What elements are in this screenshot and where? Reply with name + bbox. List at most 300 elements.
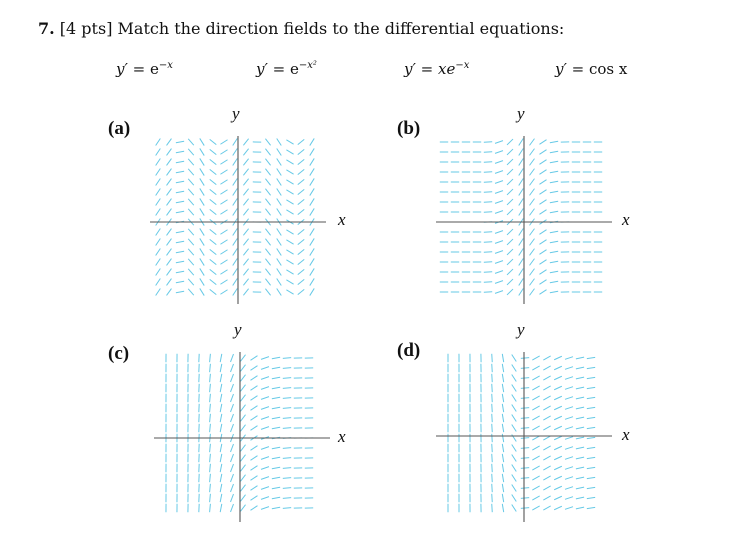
slope-segment (539, 200, 546, 205)
slope-segment (565, 467, 573, 470)
slope-segment (298, 139, 305, 144)
slope-segment (587, 457, 595, 458)
slope-segment (576, 367, 584, 369)
slope-segment (587, 487, 595, 488)
slope-segment (502, 404, 503, 412)
slope-segment (200, 278, 204, 285)
slope-segment (261, 387, 269, 390)
slope-segment (277, 238, 282, 245)
slope-segment (532, 456, 539, 460)
slope-segment (298, 179, 305, 184)
slope-segment (484, 192, 492, 193)
slope-segment (243, 229, 248, 236)
slope-segment (521, 498, 529, 499)
slope-segment (261, 477, 269, 480)
question-number: 7. (38, 19, 55, 38)
slope-segment (261, 467, 269, 470)
slope-segment (243, 249, 248, 256)
slope-segment (310, 138, 314, 145)
slope-segment (220, 374, 222, 382)
slope-segment (550, 281, 558, 282)
slope-segment (502, 424, 503, 432)
slope-segment (543, 456, 550, 460)
equation-3: $y' = xe^{-x}$ (404, 60, 470, 78)
slope-segment (188, 249, 194, 255)
slope-segment (587, 357, 595, 358)
slope-segment (492, 404, 493, 412)
slope-segment (587, 427, 595, 428)
slope-segment (272, 427, 280, 428)
slope-segment (554, 386, 562, 390)
slope-segment (220, 414, 222, 422)
slope-segment (532, 396, 539, 400)
equation-4: y′ = cos x (555, 60, 628, 78)
slope-segment (512, 374, 517, 381)
slope-segment (277, 208, 282, 215)
slope-segment (243, 159, 248, 166)
slope-segment (521, 408, 529, 409)
slope-segment (210, 279, 217, 284)
panel-c-direction-field (154, 352, 330, 522)
slope-segment (277, 148, 282, 155)
slope-segment (210, 249, 217, 254)
slope-segment (521, 468, 529, 469)
slope-segment (512, 354, 517, 361)
slope-segment (240, 385, 245, 392)
slope-segment (543, 426, 550, 430)
slope-segment (210, 384, 211, 392)
slope-segment (261, 487, 269, 490)
slope-segment (310, 288, 314, 295)
slope-segment (521, 448, 529, 449)
slope-segment (240, 405, 245, 412)
slope-segment (200, 188, 204, 195)
slope-segment (554, 356, 562, 360)
slope-segment (298, 189, 305, 194)
slope-segment (554, 426, 562, 430)
slope-segment (502, 394, 503, 402)
slope-segment (495, 181, 503, 184)
slope-segment (576, 397, 584, 399)
slope-segment (550, 141, 558, 142)
slope-segment (231, 384, 234, 392)
slope-segment (550, 291, 558, 292)
slope-segment (176, 231, 184, 233)
slope-segment (502, 454, 503, 462)
slope-segment (512, 394, 517, 401)
slope-segment (240, 395, 245, 402)
slope-segment (484, 272, 492, 273)
slope-segment (521, 478, 529, 479)
slope-segment (507, 199, 513, 205)
slope-segment (507, 229, 513, 235)
slope-segment (200, 198, 204, 205)
slope-segment (156, 259, 161, 266)
slope-segment (283, 508, 291, 509)
slope-segment (565, 477, 573, 480)
slope-segment (231, 474, 234, 482)
slope-segment (484, 252, 492, 253)
slope-segment (233, 238, 238, 245)
slope-segment (539, 150, 546, 155)
slope-segment (210, 444, 211, 452)
slope-segment (576, 437, 584, 439)
slope-segment (156, 239, 161, 246)
slope-segment (251, 396, 258, 401)
slope-segment (167, 149, 172, 156)
slope-segment (265, 179, 270, 186)
slope-segment (243, 259, 248, 266)
slope-segment (176, 161, 184, 163)
slope-segment (243, 269, 248, 276)
slope-segment (519, 198, 524, 205)
slope-segment (220, 150, 227, 154)
slope-segment (283, 428, 291, 429)
slope-segment (220, 190, 227, 194)
slope-segment (550, 261, 558, 262)
slope-segment (507, 139, 513, 145)
slope-segment (220, 504, 222, 512)
slope-segment (210, 199, 217, 204)
slope-segment (495, 211, 503, 214)
slope-segment (519, 288, 524, 295)
slope-segment (231, 394, 234, 402)
slope-segment (310, 148, 314, 155)
slope-segment (495, 201, 503, 204)
slope-segment (532, 486, 539, 490)
slope-segment (233, 258, 238, 265)
slope-segment (532, 386, 539, 390)
slope-segment (251, 376, 258, 381)
slope-segment (507, 179, 513, 185)
slope-segment (220, 230, 227, 234)
slope-segment (220, 200, 227, 204)
slope-segment (576, 457, 584, 459)
slope-segment (512, 364, 517, 371)
slope-segment (272, 397, 280, 398)
slope-segment (233, 228, 238, 235)
slope-segment (484, 202, 492, 203)
slope-segment (233, 208, 238, 215)
slope-segment (240, 465, 245, 472)
slope-segment (310, 268, 314, 275)
slope-segment (277, 158, 282, 165)
slope-segment (310, 168, 314, 175)
slope-segment (492, 454, 493, 462)
slope-segment (587, 467, 595, 468)
slope-segment (277, 278, 282, 285)
slope-segment (156, 199, 161, 206)
slope-segment (519, 178, 524, 185)
slope-segment (565, 397, 573, 400)
slope-segment (231, 374, 234, 382)
slope-segment (167, 239, 172, 246)
slope-segment (220, 394, 222, 402)
slope-segment (261, 357, 269, 360)
slope-segment (167, 249, 172, 256)
slope-segment (576, 377, 584, 379)
slope-segment (521, 458, 529, 459)
slope-segment (240, 505, 245, 512)
slope-segment (512, 404, 517, 411)
slope-segment (210, 454, 211, 462)
slope-segment (251, 456, 258, 461)
slope-segment (176, 281, 184, 283)
slope-segment (554, 456, 562, 460)
slope-segment (507, 159, 513, 165)
slope-segment (576, 497, 584, 499)
slope-segment (176, 241, 184, 243)
slope-segment (310, 208, 314, 215)
slope-segment (519, 168, 524, 175)
slope-segment (243, 189, 248, 196)
slope-segment (251, 446, 258, 451)
slope-segment (277, 138, 282, 145)
slope-segment (492, 424, 493, 432)
slope-segment (492, 384, 493, 392)
slope-segment (587, 387, 595, 388)
slope-segment (272, 477, 280, 478)
slope-segment (521, 388, 529, 389)
slope-segment (576, 427, 584, 429)
slope-segment (233, 148, 238, 155)
panel-a-x-label: x (338, 210, 346, 229)
slope-segment (532, 366, 539, 370)
slope-segment (265, 239, 270, 246)
slope-segment (519, 138, 524, 145)
slope-segment (495, 281, 503, 284)
slope-segment (502, 434, 503, 442)
slope-segment (530, 229, 535, 236)
slope-segment (200, 288, 204, 295)
slope-segment (156, 289, 161, 296)
slope-segment (167, 279, 172, 286)
slope-segment (298, 259, 305, 264)
slope-segment (265, 209, 270, 216)
slope-segment (220, 140, 227, 144)
slope-segment (188, 139, 194, 145)
slope-segment (220, 494, 222, 502)
slope-segment (554, 476, 562, 480)
panel-a-direction-field (150, 136, 326, 304)
slope-segment (298, 169, 305, 174)
slope-segment (210, 179, 217, 184)
slope-segment (298, 239, 305, 244)
slope-segment (532, 426, 539, 430)
slope-segment (231, 354, 234, 362)
slope-segment (565, 407, 573, 410)
slope-segment (495, 251, 503, 254)
slope-segment (200, 138, 204, 145)
slope-segment (512, 384, 517, 391)
slope-segment (176, 141, 184, 143)
slope-segment (532, 436, 539, 440)
slope-segment (539, 190, 546, 195)
slope-segment (587, 447, 595, 448)
slope-segment (272, 377, 280, 378)
slope-segment (492, 374, 493, 382)
slope-segment (532, 416, 539, 420)
slope-segment (233, 288, 238, 295)
slope-segment (286, 200, 293, 204)
slope-segment (233, 138, 238, 145)
slope-segment (530, 159, 535, 166)
slope-segment (200, 168, 204, 175)
slope-segment (283, 418, 291, 419)
slope-segment (310, 278, 314, 285)
slope-segment (220, 464, 222, 472)
slope-segment (265, 159, 270, 166)
slope-segment (539, 210, 546, 215)
slope-segment (502, 474, 503, 482)
slope-segment (240, 475, 245, 482)
slope-segment (156, 269, 161, 276)
slope-segment (286, 170, 293, 174)
slope-segment (277, 228, 282, 235)
slope-segment (521, 508, 529, 509)
slope-segment (210, 374, 211, 382)
slope-segment (156, 149, 161, 156)
slope-segment (519, 228, 524, 235)
slope-segment (310, 238, 314, 245)
slope-segment (220, 474, 222, 482)
slope-segment (156, 249, 161, 256)
slope-segment (554, 466, 562, 470)
slope-segment (550, 181, 558, 182)
slope-segment (261, 507, 269, 510)
slope-segment (283, 478, 291, 479)
slope-segment (484, 232, 492, 233)
slope-segment (502, 354, 503, 362)
slope-segment (188, 199, 194, 205)
slope-segment (167, 139, 172, 146)
slope-segment (210, 169, 217, 174)
slope-segment (530, 209, 535, 216)
slope-segment (240, 495, 245, 502)
slope-segment (220, 404, 222, 412)
slope-segment (565, 447, 573, 450)
slope-segment (565, 377, 573, 380)
slope-segment (310, 228, 314, 235)
slope-segment (233, 188, 238, 195)
slope-segment (532, 496, 539, 500)
slope-segment (167, 289, 172, 296)
slope-segment (283, 458, 291, 459)
slope-segment (188, 149, 194, 155)
slope-segment (210, 364, 211, 372)
slope-segment (231, 364, 234, 372)
slope-segment (512, 484, 517, 491)
slope-segment (565, 487, 573, 490)
slope-segment (176, 261, 184, 263)
slope-segment (210, 484, 211, 492)
slope-segment (519, 248, 524, 255)
slope-segment (220, 290, 227, 294)
slope-segment (265, 259, 270, 266)
slope-segment (156, 179, 161, 186)
slope-segment (495, 291, 503, 294)
slope-segment (272, 417, 280, 418)
slope-segment (210, 189, 217, 194)
slope-segment (156, 209, 161, 216)
slope-segment (283, 378, 291, 379)
slope-segment (539, 240, 546, 245)
slope-segment (587, 377, 595, 378)
slope-segment (484, 142, 492, 143)
slope-segment (243, 149, 248, 156)
slope-segment (277, 248, 282, 255)
slope-segment (286, 230, 293, 234)
slope-segment (272, 407, 280, 408)
slope-segment (484, 282, 492, 283)
slope-segment (188, 269, 194, 275)
slope-segment (233, 168, 238, 175)
slope-segment (240, 375, 245, 382)
slope-segment (210, 159, 217, 164)
slope-segment (521, 368, 529, 369)
slope-segment (210, 139, 217, 144)
slope-segment (286, 210, 293, 214)
slope-segment (251, 486, 258, 491)
slope-segment (220, 354, 222, 362)
slope-segment (220, 424, 222, 432)
slope-segment (156, 229, 161, 236)
slope-segment (298, 249, 305, 254)
slope-segment (286, 290, 293, 294)
slope-segment (220, 180, 227, 184)
slope-segment (210, 404, 211, 412)
slope-segment (265, 279, 270, 286)
slope-segment (492, 444, 493, 452)
slope-segment (543, 396, 550, 400)
slope-segment (576, 387, 584, 389)
panel-b-y-label: y (517, 104, 525, 123)
slope-segment (233, 278, 238, 285)
slope-segment (233, 198, 238, 205)
slope-segment (251, 476, 258, 481)
slope-segment (231, 454, 234, 462)
slope-segment (530, 169, 535, 176)
slope-segment (539, 290, 546, 295)
slope-segment (532, 476, 539, 480)
slope-segment (310, 158, 314, 165)
panel-b-label: (b) (397, 118, 421, 139)
slope-segment (261, 447, 269, 450)
slope-segment (277, 258, 282, 265)
slope-segment (521, 428, 529, 429)
slope-segment (243, 139, 248, 146)
slope-segment (495, 231, 503, 234)
slope-segment (587, 397, 595, 398)
slope-segment (167, 159, 172, 166)
slope-segment (272, 357, 280, 358)
slope-segment (519, 278, 524, 285)
slope-segment (243, 169, 248, 176)
slope-segment (231, 414, 234, 422)
slope-segment (272, 497, 280, 498)
slope-segment (576, 447, 584, 449)
slope-segment (507, 189, 513, 195)
slope-segment (167, 259, 172, 266)
slope-segment (502, 384, 503, 392)
slope-segment (484, 162, 492, 163)
slope-segment (233, 268, 238, 275)
slope-segment (272, 507, 280, 508)
slope-segment (200, 228, 204, 235)
slope-segment (530, 289, 535, 296)
slope-segment (550, 201, 558, 202)
slope-segment (502, 374, 503, 382)
